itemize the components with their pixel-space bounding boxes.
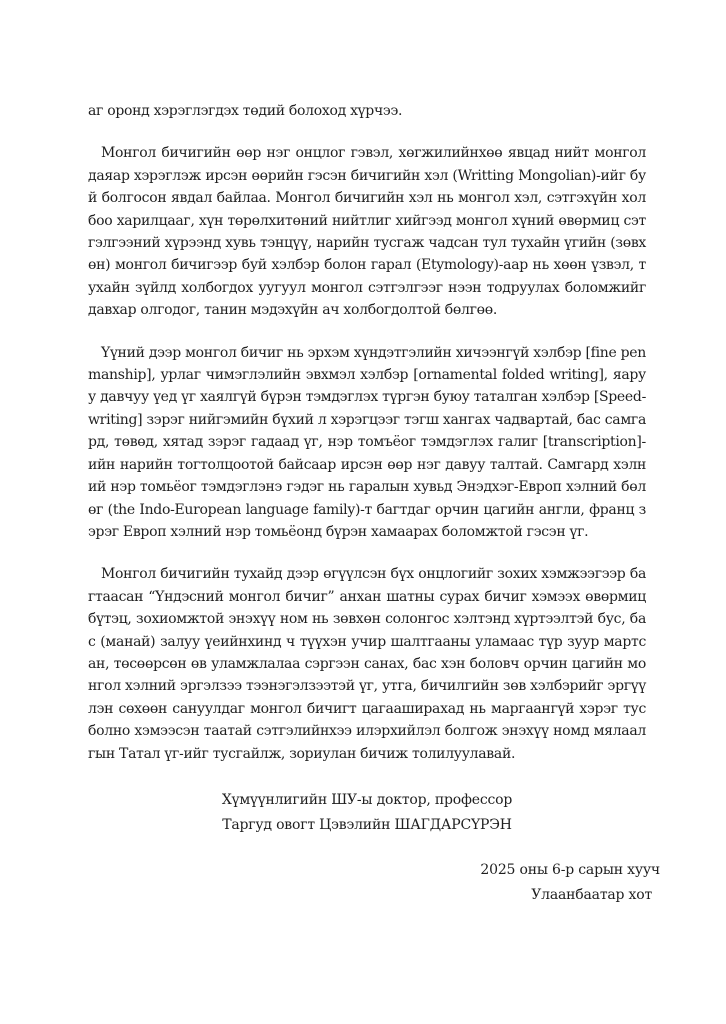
paragraph-script-forms-transcription: Үүний дээр монгол бичиг нь эрхэм хүндэтгэлийн хичээнгүй хэлбэр [fine penmanship], урлаг чимэглэлийн эвхмэл хэлбэр [ornamental folded writing], яаруу давчуу үед үг хаялгүй бүрэн тэмдэглэх түргэн буюу таталган хэлбэр [Speed-writing] зэрэг нийгэмийн бүхий л хэрэгцээг тэгш хангах чадвартай, бас самгард, төвөд, хятад зэрэг гадаад үг, нэр томъёог тэмдэглэх галиг [transcription]-ийн нарийн тогтолцоотой байсаар ирсэн өөр нэг давуу талтай. Самгард хэлний нэр томьёог тэмдэглэнэ гэдэг нь гаралын хувьд Энэдхэг-Европ хэлний бөлөг (the Indo-European language family)-т багтдаг орчин цагийн англи, франц зэрэг Европ хэлний нэр томьёонд бүрэн хамаарах боломжтой гэсэн үг. — [88, 344, 646, 540]
dateline-city: Улаанбаатар хот — [531, 886, 652, 903]
signature-name: Таргуд овогт Цэвэлийн ШАГДАРСҮРЭН — [222, 816, 512, 833]
dateline-date: 2025 оны 6-р сарын хууч — [480, 861, 660, 878]
signature-title: Хүмүүнлигийн ШУ-ы доктор, профессор — [221, 791, 513, 808]
continuation-paragraph: аг оронд хэрэглэгдэх төдий болоход хүрчээ. — [88, 103, 403, 119]
paragraph-book-dedication: Монгол бичигийн тухайд дээр өгүүлсэн бүх онцлогийг зохих хэмжээгээр багтаасан “Үндэсний монгол бичиг” анхан шатны сурах бичиг хэмээх өвөрмиц бүтэц, зохиомжтой энэхүү ном нь зөвхөн солонгос хэлтэнд хүртээлтэй бус, бас (манай) залуу үеийнхинд ч түүхэн учир шалтгааны уламаас түр зуур мартсан, төсөөрсөн өв уламжлалаа сэргээн санах, бас хэн боловч орчин цагийн монгол хэлний эргэлзээ тээнэгэлзээтэй үг, утга, бичилгийн зөв хэлбэрийг эргүүлэн сөхөөн сануулдаг монгол бичигт цагааширахад нь маргаангүй хэрэг тус болно хэмээсэн таатай сэтгэлийнхээ илэрхийлэл болгож энэхүү номд мялаалгын Татал үг-ийг тусгайлж, зориулан бичиж толилуулавай. — [88, 566, 646, 762]
dateline-block — [88, 858, 660, 908]
paragraph-mongol-script-language: Монгол бичигийн өөр нэг онцлог гэвэл, хөгжилийнхөө явцад нийт монгол даяар хэрэглэж ирсэн өөрийн гэсэн бичигийн хэл (Writting Mongolian)-ийг буй болгосон явдал байлаа. Монгол бичигийн хэл нь монгол хэл, сэтгэхүйн холбоо харилцааг, хүн төрөлхитөний нийтлиг хийгээд монгол хүний өвөрмиц сэтгэлгээний хүрээнд хувь тэнцүү, нарийн тусгаж чадсан тул тухайн үгийн (зөвхөн) монгол бичигээр буй хэлбэр болон гарал (Etymology)-аар нь хөөн үзвэл, тухайн зүйлд холбогдох уугуул монгол сэтгэлгээг нээн тодруулах боломжийг давхар олгодог, танин мэдэхүйн ач холбогдолтой бөлгөө. — [88, 145, 646, 319]
signature-block — [88, 788, 646, 838]
